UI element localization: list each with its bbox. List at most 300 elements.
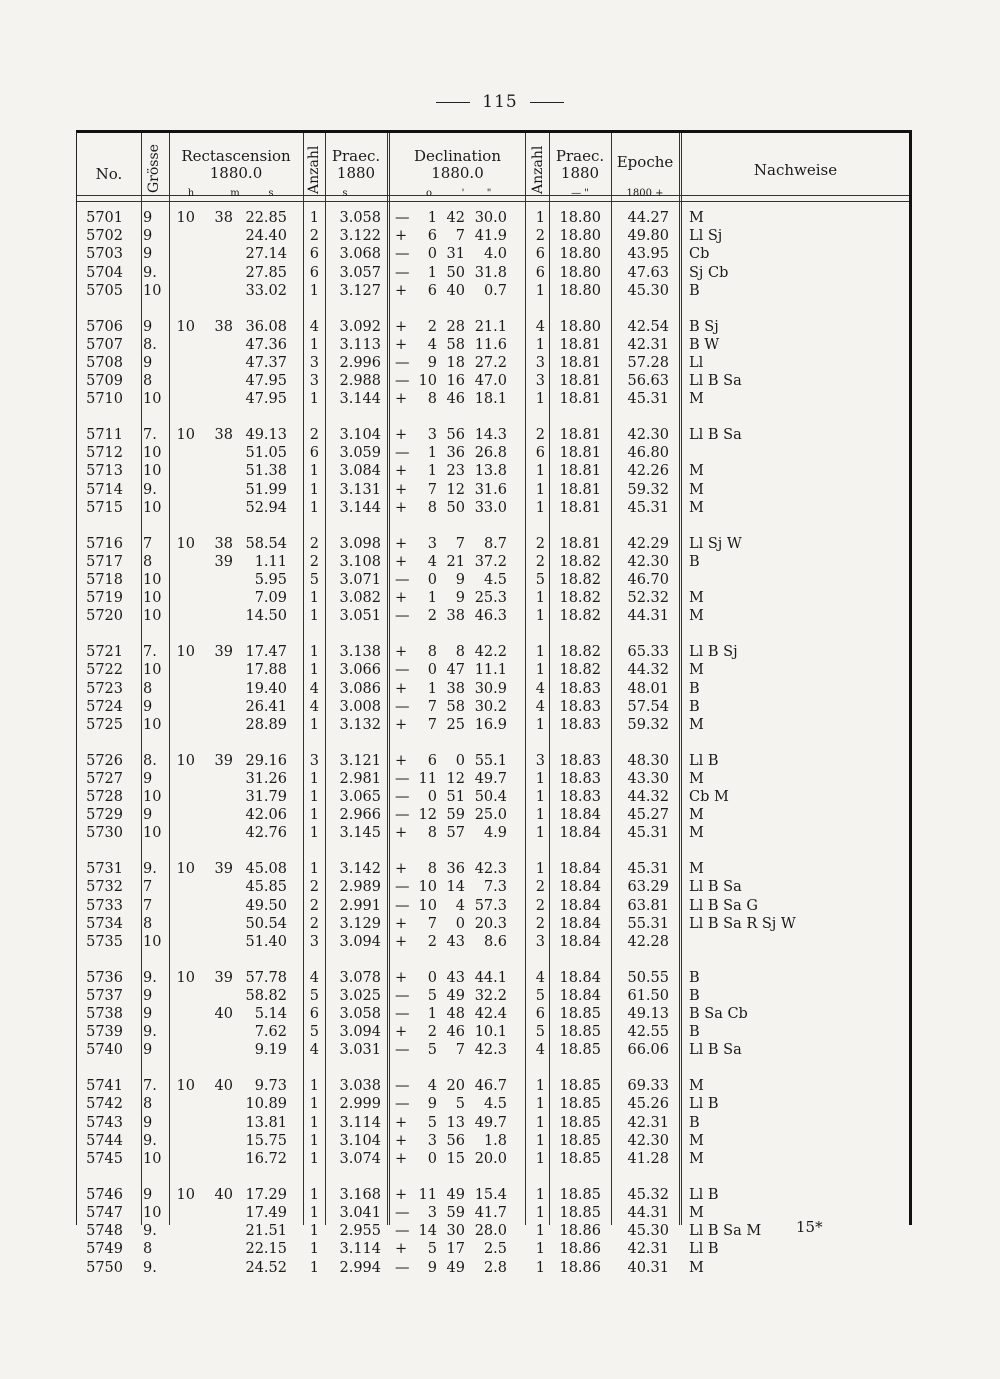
cell-ra-h: 10 <box>176 861 195 878</box>
cell-praec2: 18.83 <box>559 789 601 806</box>
cell-groesse: 10 <box>143 825 162 842</box>
cell-anzahl2: 2 <box>535 915 545 932</box>
cell-dec-sec: 49.7 <box>474 1114 507 1131</box>
cell-dec-deg: 0 <box>427 969 437 986</box>
table-row <box>77 245 909 263</box>
cell-dec-min: 4 <box>455 897 465 914</box>
cell-anzahl1: 1 <box>309 1096 319 1113</box>
cell-dec-sign: — <box>395 264 410 281</box>
cell-anzahl1: 4 <box>309 1042 319 1059</box>
cell-praec1: 3.008 <box>339 698 381 715</box>
cell-dec-sec: 26.8 <box>474 445 507 462</box>
cell-praec2: 18.83 <box>559 716 601 733</box>
header-dec-title: Declination <box>413 147 502 165</box>
table-row <box>77 1114 909 1132</box>
cell-praec2: 18.84 <box>559 879 601 896</box>
cell-dec-deg: 4 <box>427 1078 437 1095</box>
cell-dec-deg: 5 <box>427 1241 437 1258</box>
cell-dec-min: 14 <box>446 879 465 896</box>
cell-anzahl1: 1 <box>309 499 319 516</box>
cell-ra-s: 17.47 <box>245 644 287 661</box>
cell-anzahl1: 5 <box>309 987 319 1004</box>
cell-praec2: 18.81 <box>559 427 601 444</box>
cell-dec-deg: 2 <box>427 608 437 625</box>
cell-dec-sign: + <box>395 644 408 661</box>
cell-groesse: 9 <box>143 318 153 335</box>
cell-praec2: 18.81 <box>559 373 601 390</box>
cell-dec-sec: 4.5 <box>483 1096 507 1113</box>
cell-dec-min: 8 <box>455 644 465 661</box>
cell-praec1: 3.168 <box>339 1186 381 1203</box>
cell-dec-sec: 49.7 <box>474 770 507 787</box>
cell-groesse: 10 <box>143 445 162 462</box>
cell-nachweise: B <box>689 680 700 697</box>
cell-ra-s: 15.75 <box>245 1132 287 1149</box>
cell-groesse: 10 <box>143 1151 162 1167</box>
cell-praec2: 18.84 <box>559 807 601 824</box>
cell-anzahl2: 1 <box>535 1151 545 1167</box>
cell-groesse: 9 <box>143 1042 153 1059</box>
cell-anzahl2: 1 <box>535 716 545 733</box>
cell-groesse: 9. <box>143 481 157 498</box>
cell-anzahl1: 6 <box>309 1006 319 1023</box>
cell-nachweise: M <box>689 499 704 516</box>
cell-praec1: 3.121 <box>339 752 381 769</box>
header-praec1-year: 1880 <box>336 164 376 182</box>
table-row <box>77 1240 909 1258</box>
cell-dec-sec: 15.4 <box>474 1186 507 1203</box>
cell-no: 5727 <box>86 770 123 787</box>
cell-ra-s: 49.50 <box>245 897 287 914</box>
cell-epoche: 65.33 <box>627 644 669 661</box>
table-row <box>77 607 909 625</box>
cell-nachweise: Cb <box>689 246 710 263</box>
cell-praec1: 3.098 <box>339 535 381 552</box>
cell-nachweise: B <box>689 1024 700 1041</box>
cell-praec2: 18.82 <box>559 608 601 625</box>
cell-no: 5730 <box>86 825 123 842</box>
cell-praec2: 18.84 <box>559 987 601 1004</box>
cell-anzahl2: 1 <box>535 789 545 806</box>
cell-ra-h: 10 <box>176 427 195 444</box>
cell-ra-s: 49.13 <box>245 427 287 444</box>
cell-no: 5706 <box>86 318 123 335</box>
cell-dec-deg: 5 <box>427 987 437 1004</box>
cell-dec-sign: + <box>395 1151 408 1167</box>
cell-epoche: 46.80 <box>627 445 669 462</box>
cell-anzahl2: 1 <box>535 770 545 787</box>
cell-dec-min: 16 <box>446 373 465 390</box>
cell-groesse: 9 <box>143 246 153 263</box>
cell-dec-sign: + <box>395 1132 408 1149</box>
cell-epoche: 52.32 <box>627 590 669 607</box>
cell-praec2: 18.85 <box>559 1078 601 1095</box>
cell-dec-min: 7 <box>455 535 465 552</box>
cell-dec-min: 9 <box>455 590 465 607</box>
cell-praec1: 3.108 <box>339 553 381 570</box>
cell-dec-min: 47 <box>446 662 465 679</box>
cell-nachweise: Ll B Sa G <box>689 897 758 914</box>
cell-ra-m: 40 <box>214 1078 233 1095</box>
cell-groesse: 9. <box>143 1259 157 1276</box>
cell-ra-h: 10 <box>176 1186 195 1203</box>
cell-anzahl1: 6 <box>309 246 319 263</box>
cell-groesse: 9 <box>143 770 153 787</box>
header-anzahl2: Anzahl <box>530 145 546 195</box>
table-row <box>77 788 909 806</box>
cell-dec-min: 51 <box>446 789 465 806</box>
table-row <box>77 698 909 716</box>
cell-ra-s: 24.40 <box>245 228 287 245</box>
cell-ra-s: 31.79 <box>245 789 287 806</box>
cell-groesse: 10 <box>143 608 162 625</box>
header-ra-epoch: 1880.0 <box>209 164 263 182</box>
cell-dec-deg: 8 <box>427 499 437 516</box>
cell-dec-sign: + <box>395 1114 408 1131</box>
cell-nachweise: B <box>689 1114 700 1131</box>
cell-epoche: 41.28 <box>627 1151 669 1167</box>
cell-ra-m: 39 <box>214 861 233 878</box>
cell-anzahl1: 1 <box>309 1186 319 1203</box>
cell-anzahl2: 1 <box>535 807 545 824</box>
cell-ra-s: 7.62 <box>254 1024 287 1041</box>
cell-dec-min: 12 <box>446 770 465 787</box>
cell-nachweise: M <box>689 825 704 842</box>
cell-dec-sign: + <box>395 680 408 697</box>
table-row <box>77 1222 909 1240</box>
cell-groesse: 8 <box>143 373 153 390</box>
cell-dec-sign: — <box>395 571 410 588</box>
cell-anzahl2: 2 <box>535 535 545 552</box>
cell-anzahl2: 4 <box>535 698 545 715</box>
cell-epoche: 45.31 <box>627 499 669 516</box>
cell-no: 5728 <box>86 789 123 806</box>
cell-praec1: 2.988 <box>339 373 381 390</box>
cell-no: 5708 <box>86 354 123 371</box>
cell-praec2: 18.84 <box>559 861 601 878</box>
page-number-text: 115 <box>482 92 518 112</box>
cell-dec-deg: 6 <box>427 282 437 299</box>
cell-anzahl1: 1 <box>309 662 319 679</box>
header-praec1-unit: s <box>342 188 348 199</box>
cell-groesse: 9. <box>143 969 157 986</box>
cell-praec1: 2.991 <box>339 897 381 914</box>
cell-epoche: 48.01 <box>627 680 669 697</box>
cell-nachweise: Ll B Sa <box>689 1042 742 1059</box>
cell-no: 5726 <box>86 752 123 769</box>
cell-epoche: 48.30 <box>627 752 669 769</box>
cell-dec-sec: 33.0 <box>474 499 507 516</box>
group-gap <box>77 843 909 861</box>
cell-dec-deg: 11 <box>418 1186 437 1203</box>
cell-anzahl1: 1 <box>309 336 319 353</box>
cell-groesse: 9 <box>143 228 153 245</box>
cell-epoche: 59.32 <box>627 716 669 733</box>
cell-anzahl2: 1 <box>535 336 545 353</box>
cell-anzahl1: 1 <box>309 210 319 226</box>
table-row <box>77 1023 909 1041</box>
cell-epoche: 44.32 <box>627 789 669 806</box>
cell-epoche: 42.28 <box>627 933 669 950</box>
cell-praec1: 2.955 <box>339 1223 381 1240</box>
cell-epoche: 43.95 <box>627 246 669 263</box>
cell-dec-min: 56 <box>446 1132 465 1149</box>
cell-nachweise: M <box>689 861 704 878</box>
cell-epoche: 40.31 <box>627 1259 669 1276</box>
cell-dec-deg: 10 <box>418 373 437 390</box>
cell-dec-sec: 8.6 <box>483 933 507 950</box>
cell-groesse: 7. <box>143 644 157 661</box>
cell-no: 5705 <box>86 282 123 299</box>
cell-anzahl1: 1 <box>309 716 319 733</box>
cell-nachweise: Ll B Sa <box>689 373 742 390</box>
cell-ra-s: 51.05 <box>245 445 287 462</box>
cell-anzahl1: 2 <box>309 553 319 570</box>
cell-dec-sign: — <box>395 698 410 715</box>
cell-no: 5749 <box>86 1241 123 1258</box>
cell-praec2: 18.86 <box>559 1259 601 1276</box>
cell-dec-sec: 42.4 <box>474 1006 507 1023</box>
cell-anzahl1: 6 <box>309 264 319 281</box>
cell-dec-sign: — <box>395 770 410 787</box>
cell-praec1: 2.981 <box>339 770 381 787</box>
cell-praec1: 3.094 <box>339 933 381 950</box>
cell-dec-min: 30 <box>446 1223 465 1240</box>
cell-anzahl2: 1 <box>535 391 545 408</box>
cell-nachweise: Ll B Sa <box>689 879 742 896</box>
cell-no: 5741 <box>86 1078 123 1095</box>
cell-nachweise: M <box>689 481 704 498</box>
cell-epoche: 61.50 <box>627 987 669 1004</box>
cell-dec-sign: + <box>395 282 408 299</box>
cell-ra-s: 47.95 <box>245 391 287 408</box>
cell-dec-min: 40 <box>446 282 465 299</box>
cell-ra-h: 10 <box>176 318 195 335</box>
cell-dec-min: 49 <box>446 987 465 1004</box>
cell-praec1: 2.999 <box>339 1096 381 1113</box>
table-row <box>77 553 909 571</box>
group-gap <box>77 517 909 535</box>
cell-dec-deg: 7 <box>427 915 437 932</box>
cell-no: 5704 <box>86 264 123 281</box>
cell-praec1: 3.058 <box>339 210 381 226</box>
cell-groesse: 10 <box>143 499 162 516</box>
table-row <box>77 987 909 1005</box>
cell-dec-deg: 1 <box>427 463 437 480</box>
cell-dec-sign: — <box>395 210 410 226</box>
cell-ra-h: 10 <box>176 752 195 769</box>
cell-dec-min: 50 <box>446 264 465 281</box>
cell-dec-sign: — <box>395 1006 410 1023</box>
cell-dec-deg: 5 <box>427 1042 437 1059</box>
cell-anzahl2: 2 <box>535 553 545 570</box>
table-row <box>77 1005 909 1023</box>
table-row <box>77 933 909 951</box>
cell-anzahl1: 3 <box>309 752 319 769</box>
cell-groesse: 8 <box>143 1096 153 1113</box>
cell-anzahl1: 4 <box>309 680 319 697</box>
table-row <box>77 426 909 444</box>
cell-anzahl2: 1 <box>535 1186 545 1203</box>
header-groesse: Grösse <box>146 144 162 193</box>
cell-dec-sec: 42.2 <box>474 644 507 661</box>
cell-dec-sec: 28.0 <box>474 1223 507 1240</box>
table-row <box>77 264 909 282</box>
table-row <box>77 969 909 987</box>
cell-ra-s: 19.40 <box>245 680 287 697</box>
table-row <box>77 589 909 607</box>
cell-dec-sign: + <box>395 752 408 769</box>
cell-anzahl1: 2 <box>309 427 319 444</box>
header-praec2-unit: — " <box>571 188 589 199</box>
cell-ra-s: 36.08 <box>245 318 287 335</box>
cell-dec-sign: + <box>395 481 408 498</box>
cell-praec2: 18.86 <box>559 1241 601 1258</box>
cell-anzahl1: 6 <box>309 445 319 462</box>
cell-anzahl1: 2 <box>309 897 319 914</box>
cell-ra-s: 58.82 <box>245 987 287 1004</box>
cell-epoche: 42.29 <box>627 535 669 552</box>
cell-groesse: 8 <box>143 1241 153 1258</box>
cell-dec-sec: 50.4 <box>474 789 507 806</box>
cell-ra-s: 1.11 <box>254 553 287 570</box>
cell-dec-min: 38 <box>446 680 465 697</box>
cell-ra-s: 45.08 <box>245 861 287 878</box>
header-epoche-unit: 1800 + <box>626 188 664 199</box>
cell-ra-s: 45.85 <box>245 879 287 896</box>
cell-epoche: 59.32 <box>627 481 669 498</box>
cell-praec2: 18.85 <box>559 1006 601 1023</box>
cell-nachweise: M <box>689 1151 704 1167</box>
cell-dec-sign: — <box>395 1259 410 1276</box>
cell-ra-h: 10 <box>176 535 195 552</box>
cell-nachweise: M <box>689 1204 704 1221</box>
cell-anzahl1: 1 <box>309 1241 319 1258</box>
cell-nachweise: M <box>689 391 704 408</box>
cell-dec-min: 46 <box>446 391 465 408</box>
cell-epoche: 46.70 <box>627 571 669 588</box>
cell-praec1: 3.059 <box>339 445 381 462</box>
cell-dec-sign: + <box>395 228 408 245</box>
cell-no: 5733 <box>86 897 123 914</box>
header-dec-min: ' <box>461 188 465 199</box>
cell-ra-s: 51.99 <box>245 481 287 498</box>
cell-dec-sec: 46.3 <box>474 608 507 625</box>
cell-epoche: 42.26 <box>627 463 669 480</box>
table-row <box>77 571 909 589</box>
cell-dec-deg: 4 <box>427 336 437 353</box>
cell-dec-sec: 55.1 <box>474 752 507 769</box>
cell-dec-deg: 0 <box>427 662 437 679</box>
cell-anzahl1: 1 <box>309 1132 319 1149</box>
cell-praec1: 3.144 <box>339 499 381 516</box>
cell-anzahl2: 3 <box>535 752 545 769</box>
cell-dec-min: 20 <box>446 1078 465 1095</box>
table-row <box>77 336 909 354</box>
cell-nachweise: M <box>689 770 704 787</box>
cell-dec-min: 59 <box>446 807 465 824</box>
cell-anzahl2: 1 <box>535 861 545 878</box>
cell-ra-s: 22.85 <box>245 210 287 226</box>
cell-dec-sign: — <box>395 445 410 462</box>
cell-epoche: 45.30 <box>627 1223 669 1240</box>
cell-dec-sign: + <box>395 861 408 878</box>
cell-dec-sign: + <box>395 969 408 986</box>
cell-praec1: 2.994 <box>339 1259 381 1276</box>
cell-anzahl2: 5 <box>535 987 545 1004</box>
table-row <box>77 752 909 770</box>
cell-praec1: 3.065 <box>339 789 381 806</box>
cell-groesse: 7 <box>143 879 153 896</box>
cell-dec-min: 9 <box>455 571 465 588</box>
cell-ra-s: 33.02 <box>245 282 287 299</box>
cell-dec-sign: — <box>395 1204 410 1221</box>
cell-praec2: 18.81 <box>559 499 601 516</box>
group-gap <box>77 951 909 969</box>
cell-dec-sign: — <box>395 1042 410 1059</box>
table-row <box>77 318 909 336</box>
cell-dec-deg: 3 <box>427 1204 437 1221</box>
cell-dec-sec: 4.9 <box>483 825 507 842</box>
cell-no: 5745 <box>86 1151 123 1167</box>
cell-dec-sec: 4.0 <box>483 246 507 263</box>
cell-praec1: 3.031 <box>339 1042 381 1059</box>
cell-dec-sign: + <box>395 716 408 733</box>
cell-dec-min: 49 <box>446 1259 465 1276</box>
table-row <box>77 770 909 788</box>
cell-groesse: 9 <box>143 987 153 1004</box>
cell-praec2: 18.80 <box>559 210 601 226</box>
cell-dec-min: 43 <box>446 933 465 950</box>
cell-nachweise: Ll Sj <box>689 228 723 245</box>
cell-ra-s: 9.73 <box>254 1078 287 1095</box>
cell-dec-min: 0 <box>455 752 465 769</box>
cell-epoche: 42.30 <box>627 427 669 444</box>
cell-praec1: 3.104 <box>339 1132 381 1149</box>
cell-praec2: 18.82 <box>559 590 601 607</box>
cell-dec-deg: 6 <box>427 228 437 245</box>
cell-praec2: 18.84 <box>559 915 601 932</box>
cell-praec1: 3.086 <box>339 680 381 697</box>
cell-praec2: 18.82 <box>559 662 601 679</box>
cell-nachweise: Ll B Sj <box>689 644 738 661</box>
header-ra-title: Rectascension <box>181 147 291 165</box>
group-gap <box>77 300 909 318</box>
cell-anzahl2: 1 <box>535 590 545 607</box>
cell-no: 5710 <box>86 391 123 408</box>
cell-dec-sign: + <box>395 933 408 950</box>
header-praec2-title: Praec. <box>555 147 605 165</box>
cell-ra-m: 40 <box>214 1006 233 1023</box>
cell-groesse: 9. <box>143 1132 157 1149</box>
cell-anzahl1: 1 <box>309 608 319 625</box>
cell-anzahl1: 1 <box>309 1259 319 1276</box>
cell-anzahl1: 1 <box>309 481 319 498</box>
cell-epoche: 42.54 <box>627 318 669 335</box>
cell-nachweise: B Sj <box>689 318 719 335</box>
cell-dec-min: 50 <box>446 499 465 516</box>
cell-anzahl1: 3 <box>309 354 319 371</box>
cell-nachweise: Ll B <box>689 1186 719 1203</box>
cell-praec2: 18.84 <box>559 969 601 986</box>
cell-dec-deg: 1 <box>427 590 437 607</box>
cell-ra-s: 28.89 <box>245 716 287 733</box>
cell-dec-sec: 4.5 <box>483 571 507 588</box>
cell-praec1: 3.127 <box>339 282 381 299</box>
cell-dec-sign: + <box>395 391 408 408</box>
cell-epoche: 45.27 <box>627 807 669 824</box>
group-gap <box>77 1060 909 1078</box>
